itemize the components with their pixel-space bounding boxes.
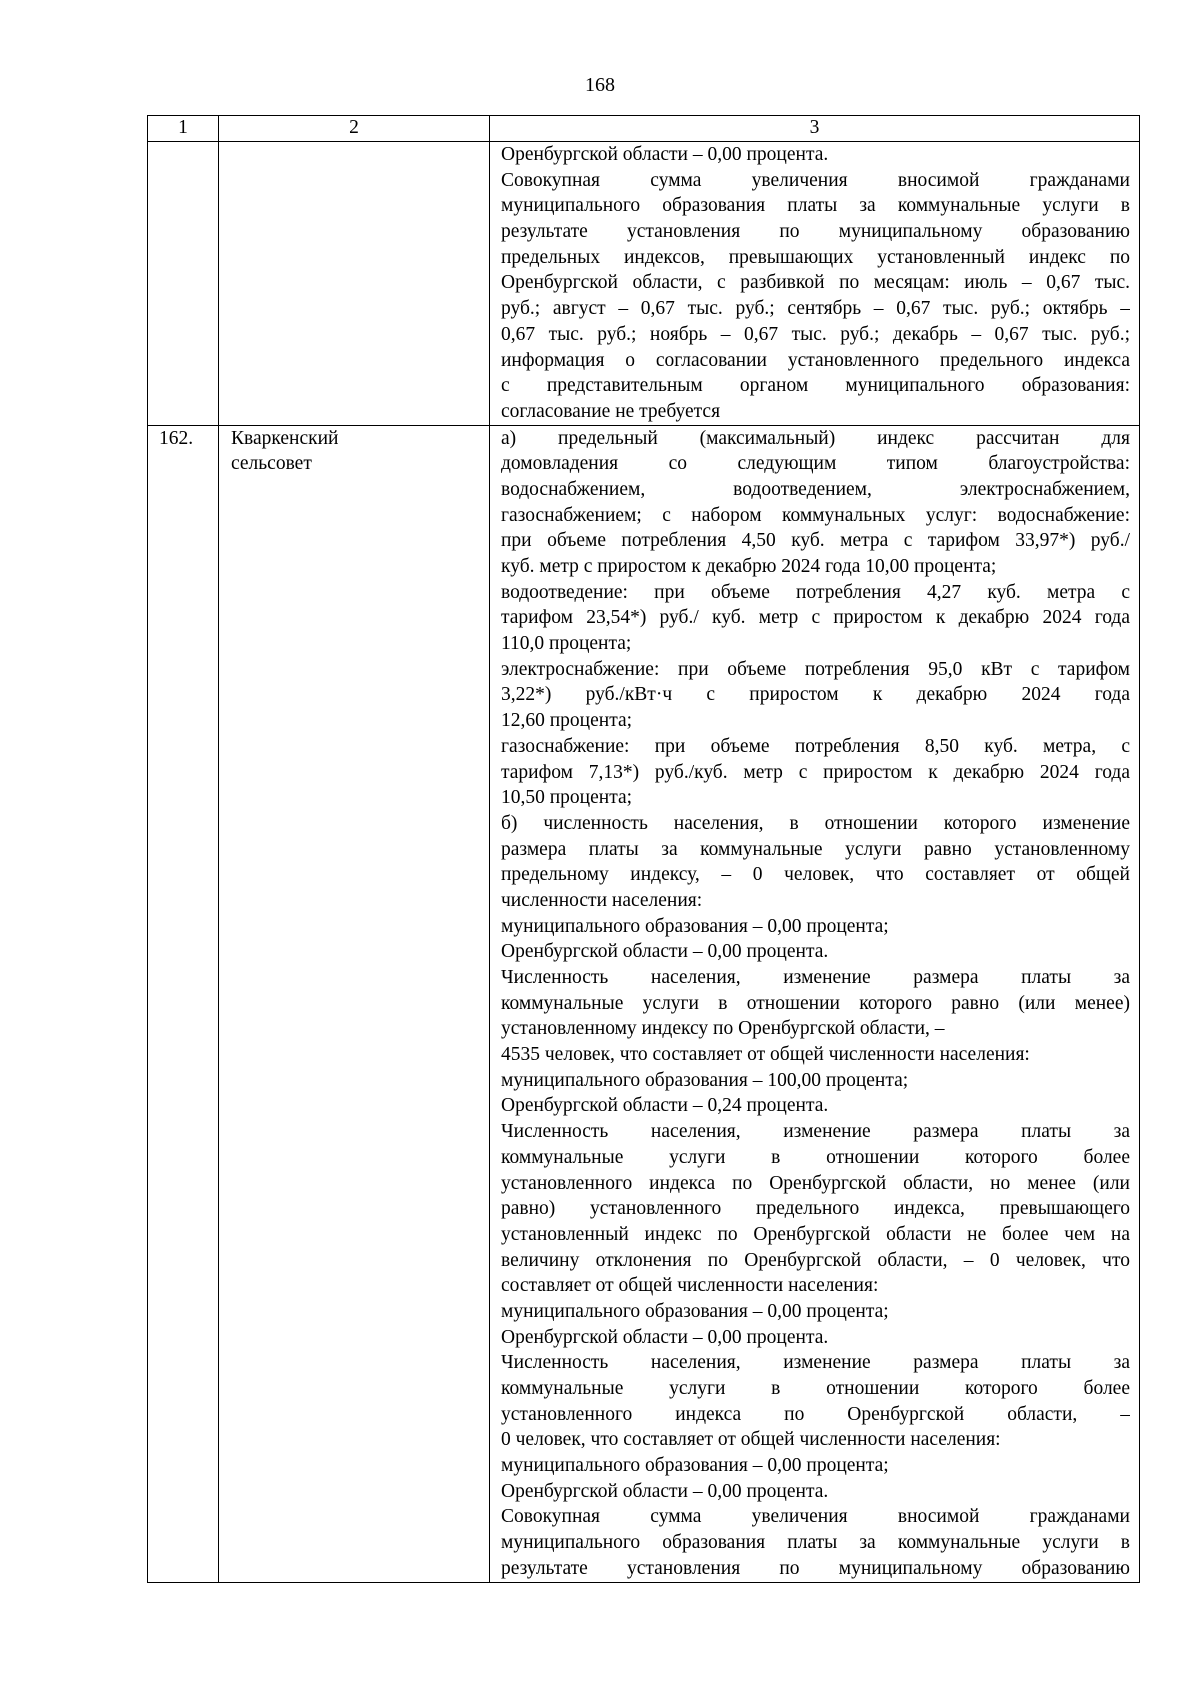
text-line: газоснабжение: при объеме потребления 8,50 куб. метра, с [501, 735, 1130, 757]
text-line: 10,50 процента; [501, 787, 633, 809]
text-line: муниципального образования – 0,00 процента; [501, 1300, 889, 1322]
text-line: Оренбургской области – 0,00 процента. [501, 1480, 829, 1502]
text-line: размера платы за коммунальные услуги равно установленному [501, 838, 1130, 860]
text-line: Оренбургской области, с разбивкой по месяцам: июль – 0,67 тыс. [501, 272, 1130, 294]
table-row-162 [148, 425, 1140, 1582]
continuation-name-cell [219, 142, 490, 426]
column-header-1: 1 [148, 116, 219, 142]
column-header-3: 3 [490, 116, 1140, 142]
text-line: руб.; август – 0,67 тыс. руб.; сентябрь – 0,67 тыс. руб.; октябрь – [501, 298, 1130, 320]
text-line: с представительным органом муниципального образования: [501, 375, 1130, 397]
text-line: 4535 человек, что составляет от общей численности населения: [501, 1044, 1030, 1066]
text-line: Оренбургской области – 0,00 процента. [501, 1326, 829, 1348]
text-line: Совокупная сумма увеличения вносимой гражданами [501, 169, 1130, 191]
text-line: Оренбургской области – 0,00 процента. [501, 144, 829, 165]
text-line: результате установления по муниципальному образованию [501, 221, 1130, 243]
text-line: предельных индексов, превышающих установленный индекс по [501, 246, 1130, 268]
text-line: согласование не требуется [501, 400, 721, 422]
text-line: информация о согласовании установленного предельного индекса [501, 349, 1130, 371]
page-number: 168 [585, 74, 615, 96]
text-line: муниципального образования – 0,00 процента; [501, 915, 889, 937]
municipality-name-line: Кваркенский [231, 427, 339, 449]
text-line: установленного индекса по Оренбургской области, но менее (или [501, 1172, 1130, 1194]
text-line: установленный индекс по Оренбургской области не более чем на [501, 1223, 1130, 1245]
text-line: равно) установленного предельного индекса, превышающего [501, 1198, 1130, 1220]
text-line: 0,67 тыс. руб.; ноябрь – 0,67 тыс. руб.; декабрь – 0,67 тыс. руб.; [501, 323, 1130, 345]
text-line: 0 человек, что составляет от общей численности населения: [501, 1429, 1001, 1451]
index-description-cell [490, 425, 1140, 1582]
text-line: Численность населения, изменение размера платы за [501, 1121, 1130, 1143]
text-line: коммунальные услуги в отношении которого более [501, 1146, 1130, 1168]
text-line: коммунальные услуги в отношении которого более [501, 1378, 1130, 1399]
text-line: Численность населения, изменение размера платы за [501, 1352, 1130, 1374]
text-line: муниципального образования – 0,00 процента; [501, 1455, 889, 1477]
text-line: при объеме потребления 4,50 куб. метра с тарифом 33,97*) руб./ [501, 530, 1130, 552]
text-line: водоснабжением, водоотведением, электроснабжением, [501, 478, 1130, 500]
text-line: муниципального образования платы за коммунальные услуги в [501, 195, 1130, 217]
text-line: коммунальные услуги в отношении которого равно (или менее) [501, 992, 1130, 1014]
text-line: установленному индексу по Оренбургской области, – [501, 1018, 945, 1040]
text-line: газоснабжением; с набором коммунальных услуг: водоснабжение: [501, 504, 1130, 526]
municipality-name-line: сельсовет [231, 453, 312, 475]
text-line: водоотведение: при объеме потребления 4,27 куб. метра с [501, 581, 1130, 603]
text-line: 110,0 процента; [501, 633, 632, 655]
text-line: муниципального образования платы за коммунальные услуги в [501, 1532, 1130, 1554]
text-line: а) предельный (максимальный) индекс рассчитан для [501, 427, 1130, 449]
text-line: муниципального образования – 100,00 процента; [501, 1069, 909, 1091]
municipal-index-table [147, 115, 1140, 1583]
table-row-continuation [148, 142, 1140, 426]
text-line: составляет от общей численности населения: [501, 1275, 879, 1297]
text-line: результате установления по муниципальному образованию [501, 1557, 1130, 1579]
text-line: 12,60 процента; [501, 710, 633, 732]
text-line: 3,22*) руб./кВт·ч с приростом к декабрю 2024 года [501, 684, 1130, 706]
text-line: домовладения со следующим типом благоустройства: [501, 453, 1130, 475]
text-line: предельному индексу, – 0 человек, что составляет от общей [501, 864, 1130, 886]
text-line: куб. метр с приростом к декабрю 2024 года 10,00 процента; [501, 556, 997, 577]
text-line: численности населения: [501, 889, 703, 911]
continuation-number-cell [148, 142, 219, 426]
continuation-text-cell [490, 142, 1140, 426]
text-line: Оренбургской области – 0,24 процента. [501, 1095, 829, 1117]
text-line: Численность населения, изменение размера платы за [501, 967, 1130, 988]
text-line: величину отклонения по Оренбургской области, – 0 человек, что [501, 1249, 1130, 1271]
column-header-2: 2 [219, 116, 490, 142]
text-line: Оренбургской области – 0,00 процента. [501, 941, 829, 963]
table-header-row [148, 116, 1140, 142]
row-number-cell: 162. [148, 425, 219, 1582]
municipality-name-cell [219, 425, 490, 1582]
text-line: б) численность населения, в отношении которого изменение [501, 812, 1130, 834]
text-line: установленного индекса по Оренбургской области, – [501, 1403, 1130, 1425]
text-line: Совокупная сумма увеличения вносимой гражданами [501, 1506, 1130, 1528]
text-line: тарифом 7,13*) руб./куб. метр с приростом к декабрю 2024 года [501, 761, 1130, 783]
text-line: тарифом 23,54*) руб./ куб. метр с приростом к декабрю 2024 года [501, 607, 1130, 629]
text-line: электроснабжение: при объеме потребления 95,0 кВт с тарифом [501, 658, 1130, 680]
